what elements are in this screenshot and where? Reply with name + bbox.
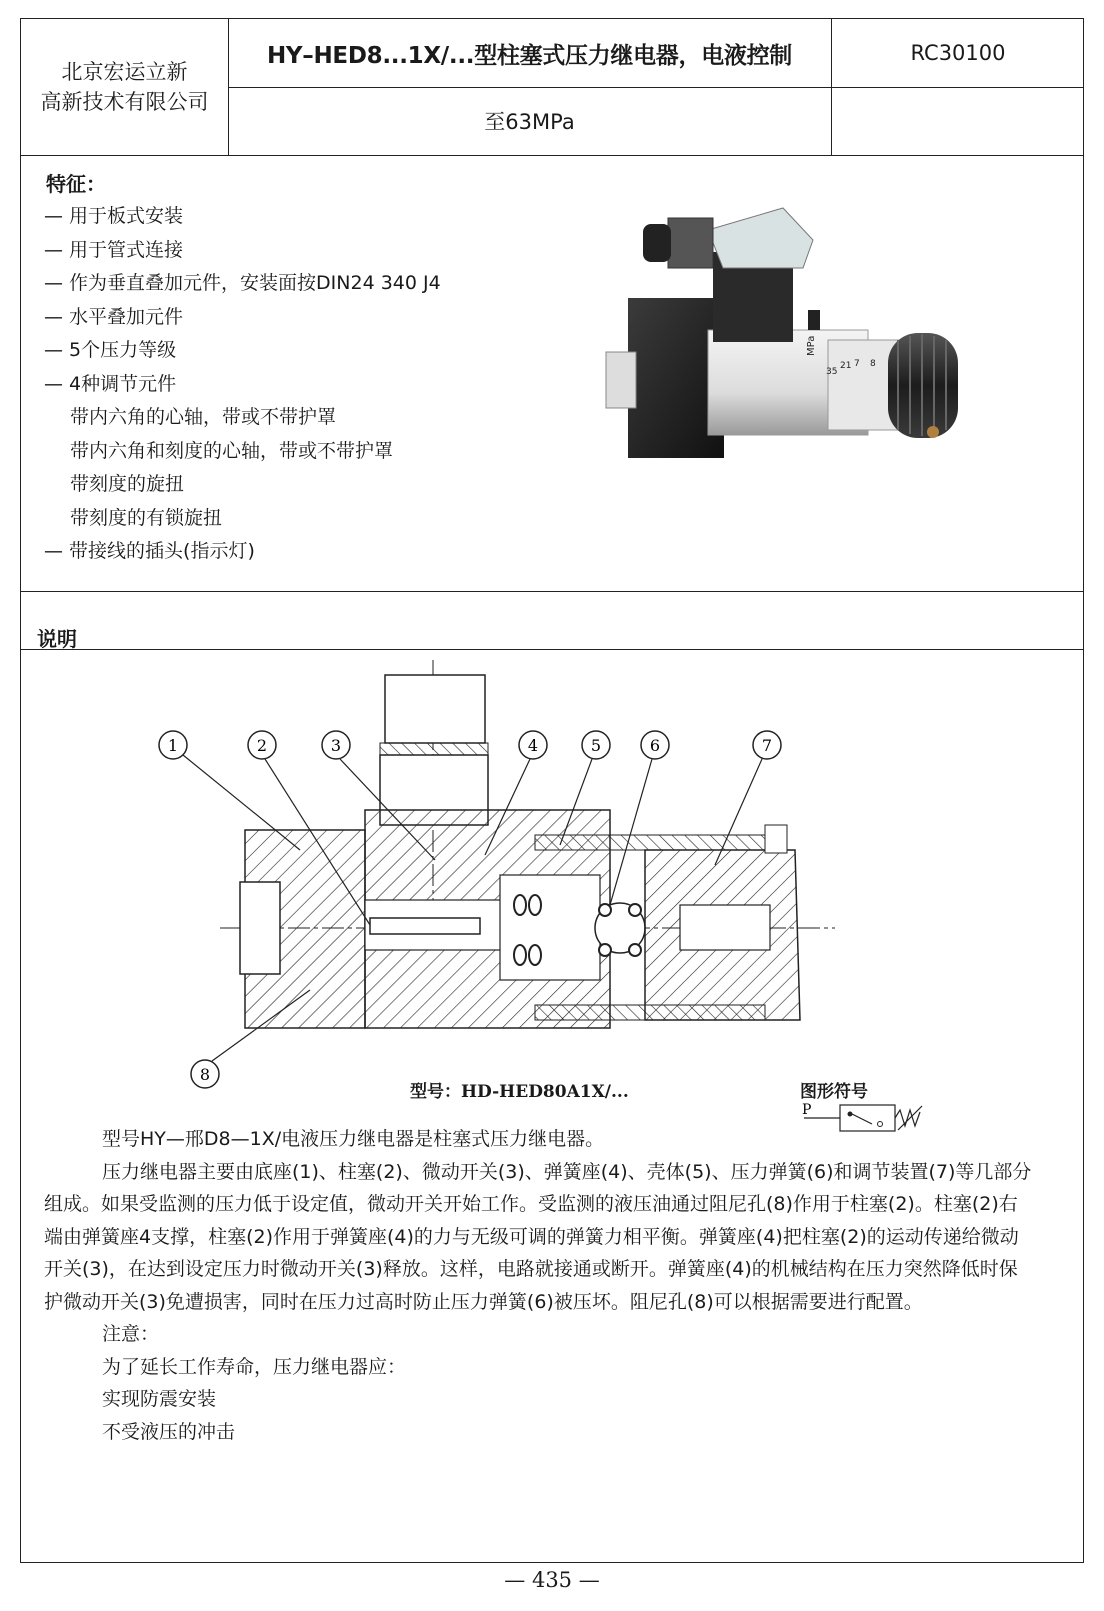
feature-subitem: 带内六角的心轴，带或不带护罩 xyxy=(70,406,337,428)
section-label: 说明 xyxy=(37,627,77,651)
dial-mark: 21 xyxy=(840,361,852,371)
cross-section-drawing xyxy=(140,660,860,1084)
symbol-label: 图形符号 xyxy=(800,1082,868,1102)
callout-2: 2 xyxy=(256,736,268,755)
dial-mark: 7 xyxy=(854,359,860,369)
lock-bolt xyxy=(765,825,787,853)
cable-nut xyxy=(643,224,671,262)
model-label: 型号：HD-HED80A1X/... xyxy=(410,1082,629,1102)
shell-top xyxy=(535,835,765,850)
port-bore xyxy=(240,882,280,974)
pressure-rating: 至63MPa xyxy=(484,110,575,134)
feature-item: — 作为垂直叠加元件，安装面按DIN24 340 J4 xyxy=(44,272,441,294)
plunger xyxy=(370,918,480,934)
feature-item: — 5个压力等级 xyxy=(44,339,177,361)
callout-3: 3 xyxy=(330,736,342,755)
note-title: 注意： xyxy=(102,1323,160,1345)
dial-mark: 35 xyxy=(826,367,838,377)
feature-item: — 带接线的插头(指示灯) xyxy=(44,540,255,562)
features-list xyxy=(44,200,441,569)
feature-subitem: 带刻度的旋扭 xyxy=(70,473,185,495)
switch-gasket xyxy=(380,743,488,755)
note-line-1: 为了延长工作寿命，压力继电器应： xyxy=(102,1355,407,1378)
doc-code: RC30100 xyxy=(910,41,1006,65)
feature-item: — 用于管式连接 xyxy=(44,238,184,261)
company-line-2: 高新技术有限公司 xyxy=(40,90,209,114)
dial-unit: MPa xyxy=(806,335,817,356)
callout-1: 1 xyxy=(167,736,179,755)
company-name xyxy=(21,19,228,155)
desc-paragraph-1: 型号HY—邢D8—1X/电液压力继电器是柱塞式压力继电器。 xyxy=(102,1128,605,1150)
features-bottom-line xyxy=(21,591,1083,592)
callout-5: 5 xyxy=(590,736,602,755)
lock-screw xyxy=(927,426,939,438)
contact-point xyxy=(848,1112,853,1117)
page-number: — 435 — xyxy=(504,1568,600,1592)
note-line-2: 实现防震安装 xyxy=(102,1388,217,1410)
company-line-1: 北京宏运立新 xyxy=(61,60,188,84)
connector-cap xyxy=(708,208,813,268)
desc-paragraph-2: 压力继电器主要由底座(1)、柱塞(2)、微动开关(3)、弹簧座(4)、壳体(5)、压力弹簧(6)和调节装置(7)等几部分组成。如果受监测的压力低于设定值，微动开关开始工作。受监测的液压油通过阻尼孔(8)作用于柱塞(2)。柱塞(2)右端由弹簧座4支撑，柱塞(2)作用于弹簧座(4)的力与无级可调的弹簧力相平衡。弹簧座(4)把柱塞(2)的运动传递给微动开关(3)，在达到设定压力时微动开关(3)释放。这样，电路就接通或断开。弹簧座(4)的机械结构在压力突然降低时保护微动开关(3)免遭损害，同时在压力过高时防止压力弹簧(6)被压坏。阻尼孔(8)可以根据需要进行配置。 xyxy=(44,1160,1032,1313)
feature-item: — 用于板式安装 xyxy=(44,205,184,227)
note-line-3: 不受液压的冲击 xyxy=(102,1420,236,1443)
symbol-port: P xyxy=(802,1102,812,1118)
feature-subitem: 带内六角和刻度的心轴，带或不带护罩 xyxy=(70,439,394,462)
callout-8: 8 xyxy=(199,1065,211,1084)
description xyxy=(44,1123,1034,1448)
feature-subitem: 带刻度的有锁旋扭 xyxy=(70,506,223,529)
header-bottom-line xyxy=(21,155,1083,156)
doc-title: HY–HED8...1X/...型柱塞式压力继电器，电液控制 xyxy=(266,42,793,69)
small-screw xyxy=(808,310,820,330)
product-photo xyxy=(588,190,998,480)
dial-mark: 8 xyxy=(870,359,876,369)
switch-cover xyxy=(385,675,485,743)
port-stub xyxy=(606,352,636,408)
features-title: 特征： xyxy=(46,172,106,196)
feature-item: — 4种调节元件 xyxy=(44,372,177,395)
callout-7: 7 xyxy=(761,736,773,755)
section-bottom-line xyxy=(21,649,1083,650)
callout-6: 6 xyxy=(649,736,661,755)
adjust-screw xyxy=(680,905,770,950)
cable-gland xyxy=(668,218,713,268)
spring-chamber xyxy=(500,875,600,980)
feature-item: — 水平叠加元件 xyxy=(44,305,184,328)
callout-4: 4 xyxy=(527,736,539,755)
